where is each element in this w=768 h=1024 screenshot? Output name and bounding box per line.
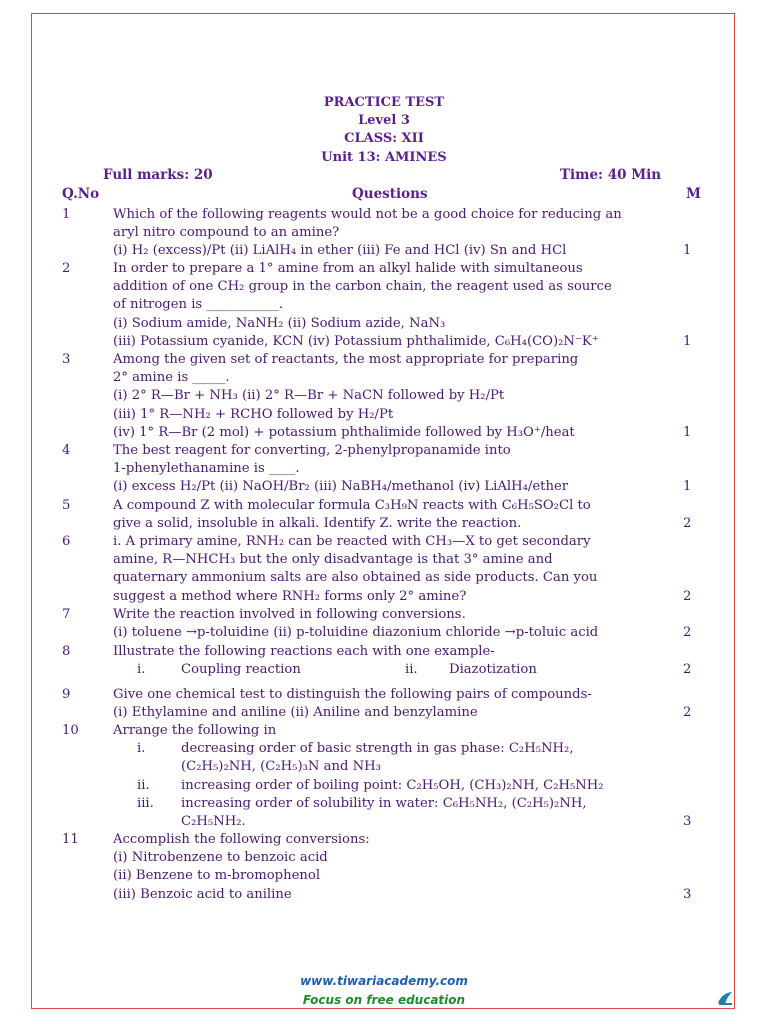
question-line: (iii) 1° R—NH₂ + RCHO followed by H₂/Pt bbox=[113, 406, 394, 422]
column-questions: Questions bbox=[352, 186, 428, 202]
question-text bbox=[113, 351, 673, 442]
question-text bbox=[113, 831, 673, 904]
question-number: 9 bbox=[62, 687, 71, 702]
test-title: PRACTICE TEST bbox=[323, 95, 445, 110]
question-mark: 3 bbox=[683, 814, 692, 829]
question-line: (iii) Potassium cyanide, KCN (iv) Potassium phthalimide, C₆H₄(CO)₂N⁻K⁺ bbox=[113, 333, 599, 349]
column-qno: Q.No bbox=[62, 186, 100, 202]
question-number: 4 bbox=[62, 443, 71, 458]
question-line: (i) Ethylamine and aniline (ii) Aniline and benzylamine bbox=[113, 705, 478, 721]
question-line: aryl nitro compound to an amine? bbox=[113, 225, 340, 241]
question-line: Illustrate the following reactions each with one example- bbox=[113, 644, 495, 659]
arrange-item bbox=[113, 795, 673, 831]
arrange-item bbox=[113, 740, 673, 776]
question-text bbox=[113, 206, 673, 261]
question-line: Among the given set of reactants, the most appropriate for preparing bbox=[113, 352, 579, 367]
question-line: Which of the following reagents would not be a good choice for reducing an bbox=[113, 207, 622, 222]
question-mark: 2 bbox=[683, 625, 692, 641]
question-line: (ii) Benzene to m-bromophenol bbox=[113, 868, 321, 884]
question-line: In order to prepare a 1° amine from an alkyl halide with simultaneous bbox=[113, 261, 583, 276]
item-roman: ii. bbox=[137, 777, 150, 793]
question-number: 8 bbox=[62, 644, 71, 659]
item-roman: iii. bbox=[137, 795, 154, 811]
item-text bbox=[181, 777, 673, 795]
question-line: Write the reaction involved in following conversions. bbox=[113, 607, 466, 622]
item-roman: i. bbox=[137, 741, 146, 757]
question-mark: 1 bbox=[683, 424, 692, 440]
footer-tagline: Focus on free education bbox=[302, 993, 466, 1007]
question-line: Give one chemical test to distinguish the following pairs of compounds- bbox=[113, 687, 592, 702]
test-unit: Unit 13: AMINES bbox=[321, 150, 447, 165]
question-text bbox=[113, 722, 673, 831]
question-line: of nitrogen is ___________. bbox=[113, 297, 284, 313]
item-line: decreasing order of basic strength in gas phase: C₂H₅NH₂, bbox=[181, 741, 574, 757]
question-mark: 3 bbox=[683, 886, 692, 902]
question-number: 7 bbox=[62, 607, 71, 622]
question-mark: 2 bbox=[683, 516, 692, 532]
test-level: Level 3 bbox=[358, 113, 410, 128]
item-line: (C₂H₅)₂NH, (C₂H₅)₃N and NH₃ bbox=[181, 759, 381, 775]
question-line: (i) Sodium amide, NaNH₂ (ii) Sodium azide, NaN₃ bbox=[113, 315, 446, 331]
question-mark: 1 bbox=[683, 243, 692, 259]
footer-url[interactable]: www.tiwariacademy.com bbox=[300, 974, 468, 988]
full-marks: Full marks: 20 bbox=[103, 167, 213, 183]
question-mark: 1 bbox=[683, 333, 692, 349]
question-number: 1 bbox=[62, 207, 71, 222]
question-number: 6 bbox=[62, 534, 71, 549]
academy-logo-icon bbox=[716, 989, 734, 1007]
sub-text: Coupling reaction bbox=[181, 662, 301, 678]
sub-roman: ii. bbox=[405, 662, 418, 678]
question-mark: 1 bbox=[683, 479, 692, 495]
item-line: increasing order of boiling point: C₂H₅OH, (CH₃)₂NH, C₂H₅NH₂ bbox=[181, 777, 604, 793]
question-line: Accomplish the following conversions: bbox=[113, 832, 370, 847]
question-line: 2° amine is _____. bbox=[113, 370, 230, 386]
question-text bbox=[113, 606, 673, 642]
question-text bbox=[113, 497, 673, 533]
sub-roman: i. bbox=[137, 662, 146, 678]
question-line: (iii) Benzoic acid to aniline bbox=[113, 886, 292, 902]
arrange-item bbox=[113, 777, 673, 795]
question-text bbox=[113, 442, 673, 497]
question-line: amine, R—NHCH₃ but the only disadvantage is that 3° amine and bbox=[113, 552, 553, 568]
question-text bbox=[113, 260, 673, 351]
question-line: Arrange the following in bbox=[113, 723, 277, 738]
question-number: 5 bbox=[62, 498, 71, 513]
question-line: 1-phenylethanamine is ____. bbox=[113, 461, 300, 477]
question-line: addition of one CH₂ group in the carbon chain, the reagent used as source bbox=[113, 279, 612, 295]
question-line: The best reagent for converting, 2-phenylpropanamide into bbox=[113, 443, 511, 458]
test-class: CLASS: XII bbox=[344, 131, 424, 146]
question-text bbox=[113, 533, 673, 606]
question-line: i. A primary amine, RNH₂ can be reacted with CH₃—X to get secondary bbox=[113, 534, 591, 549]
question-line: A compound Z with molecular formula C₃H₉N reacts with C₆H₅SO₂Cl to bbox=[113, 498, 591, 513]
question-line: suggest a method where RNH₂ forms only 2° amine? bbox=[113, 588, 467, 604]
question-line: (i) Nitrobenzene to benzoic acid bbox=[113, 850, 328, 866]
item-text bbox=[181, 795, 673, 831]
item-line: C₂H₅NH₂. bbox=[181, 814, 246, 830]
column-marks: M bbox=[686, 186, 701, 202]
question-mark: 2 bbox=[683, 588, 692, 604]
question-line: quaternary ammonium salts are also obtained as side products. Can you bbox=[113, 570, 598, 586]
question-line: give a solid, insoluble in alkali. Identify Z. write the reaction. bbox=[113, 516, 522, 532]
time-limit: Time: 40 Min bbox=[560, 167, 662, 183]
item-text bbox=[181, 740, 673, 776]
sub-options bbox=[113, 661, 673, 679]
question-mark: 2 bbox=[683, 662, 692, 678]
question-mark: 2 bbox=[683, 705, 692, 721]
question-number: 3 bbox=[62, 352, 71, 367]
question-line: (i) toluene →p-toluidine (ii) p-toluidine diazonium chloride →p-toluic acid bbox=[113, 625, 599, 641]
sub-text: Diazotization bbox=[449, 662, 537, 678]
question-line: (i) 2° R—Br + NH₃ (ii) 2° R—Br + NaCN followed by H₂/Pt bbox=[113, 388, 505, 404]
question-number: 11 bbox=[62, 832, 79, 847]
question-number: 10 bbox=[62, 723, 79, 738]
question-number: 2 bbox=[62, 261, 71, 276]
question-line: (i) H₂ (excess)/Pt (ii) LiAlH₄ in ether (iii) Fe and HCl (iv) Sn and HCl bbox=[113, 243, 567, 259]
item-line: increasing order of solubility in water: C₆H₅NH₂, (C₂H₅)₂NH, bbox=[181, 795, 587, 811]
question-text bbox=[113, 686, 673, 722]
question-line: (iv) 1° R—Br (2 mol) + potassium phthalimide followed by H₃O⁺/heat bbox=[113, 424, 575, 440]
question-text bbox=[113, 643, 673, 679]
question-line: (i) excess H₂/Pt (ii) NaOH/Br₂ (iii) NaBH₄/methanol (iv) LiAlH₄/ether bbox=[113, 479, 569, 495]
